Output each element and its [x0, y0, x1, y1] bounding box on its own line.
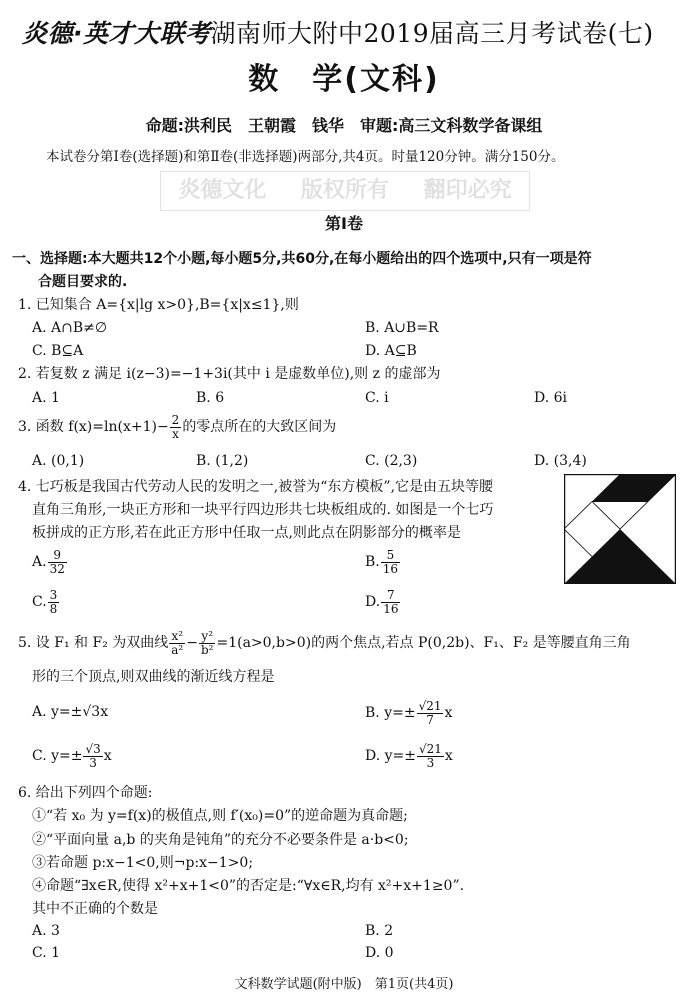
stem-part: =1(a>0,b>0)的两个焦点,若点 P(0,2b)、F₁、F₂ 是等腰直角三角	[216, 635, 631, 651]
authors-line: 命题:洪利民 王朝霞 钱华 审题:高三文科数学备课组	[145, 116, 543, 135]
denominator: a²	[171, 642, 184, 657]
fraction	[381, 549, 400, 576]
option: D. A⊆B	[365, 343, 417, 359]
page-footer: 文科数学试题(附中版) 第1页(共4页)	[234, 977, 454, 992]
fraction	[381, 589, 400, 616]
numerator: √21	[419, 741, 442, 756]
stem-part: 的零点所在的大致区间为	[182, 419, 337, 435]
question-3	[18, 410, 336, 444]
denominator: b²	[200, 642, 214, 657]
option-label: D.	[365, 594, 381, 610]
option: A. A∩B≠∅	[32, 320, 108, 336]
option-tail: x	[444, 748, 453, 764]
option: A. y=±√3x	[32, 704, 109, 720]
option-tail: x	[444, 705, 453, 721]
option: C. B⊆A	[32, 343, 84, 359]
denominator: 8	[49, 601, 58, 616]
option	[32, 547, 68, 577]
section-heading: 一、选择题:本大题共12个小题,每小题5分,共60分,在每小题给出的四个选项中,只有一项是符	[12, 251, 592, 267]
brand: 炎德·英才大联考	[22, 19, 211, 48]
fraction	[169, 630, 185, 657]
numerator: √3	[85, 741, 101, 756]
fraction	[170, 414, 182, 441]
option: C. (2,3)	[365, 453, 418, 469]
denominator: 32	[49, 561, 65, 576]
denominator: 3	[426, 755, 435, 770]
option-label: A.	[32, 554, 47, 570]
question-2: 2. 若复数 z 满足 i(z−3)=−1+3i(其中 i 是虚数单位),则 z 的虚部为	[18, 366, 441, 382]
proposition: ④命题“∃x∈R,使得 x²+x+1<0”的否定是:“∀x∈R,均有 x²+x+1≥0”.	[32, 878, 465, 894]
denominator: 16	[382, 561, 399, 576]
option-label: B. y=±	[365, 705, 416, 721]
option: A. (0,1)	[32, 453, 85, 469]
watermark-line: 版权所有	[300, 178, 389, 203]
section-heading-cont: 合题目要求的.	[38, 274, 128, 290]
option	[32, 740, 112, 772]
option-label: C. y=±	[32, 748, 83, 764]
numerator: 7	[381, 589, 400, 603]
intro-text: 本试卷分第Ⅰ卷(选择题)和第Ⅱ卷(非选择题)两部分,共4页。时量120分钟。满分150分。	[46, 149, 565, 165]
option: A. 1	[32, 390, 60, 406]
stem-part: 5. 设 F₁ 和 F₂ 为双曲线	[18, 635, 169, 651]
option-label: C.	[32, 594, 47, 610]
denominator: 7	[426, 712, 434, 727]
title-text: 湖南师大附中2019届高三月考试卷(七)	[210, 19, 654, 48]
question-5-cont: 形的三个顶点,则双曲线的渐近线方程是	[32, 669, 275, 685]
option: D. 0	[365, 945, 394, 961]
option: B. A∪B=R	[365, 320, 439, 336]
option: B. 2	[365, 923, 394, 939]
proposition: ①“若 x₀ 为 y=f(x)的极值点,则 f′(x₀)=0”的逆命题为真命题;	[32, 808, 408, 824]
option: A. 3	[32, 923, 60, 939]
fraction	[199, 630, 216, 657]
question-5	[18, 625, 631, 661]
option: C. i	[365, 390, 389, 406]
fraction	[417, 743, 444, 770]
proposition: ②“平面向量 a,b 的夹角是钝角”的充分不必要条件是 a·b<0;	[32, 832, 409, 848]
option: C. 1	[32, 945, 61, 961]
fraction	[83, 743, 102, 770]
question-4-cont: 板拼成的正方形,若在此正方形中任取一点,则此点在阴影部分的概率是	[32, 525, 461, 541]
subject-title: 数 学(文科)	[248, 62, 440, 97]
question-4: 4. 七巧板是我国古代劳动人民的发明之一,被誉为“东方模板”,它是由五块等腰	[18, 479, 494, 495]
part-heading: 第Ⅰ卷	[325, 214, 363, 233]
watermark-line: 炎德文化	[178, 178, 267, 203]
exam-title	[22, 18, 654, 50]
denominator: 3	[89, 755, 97, 770]
option	[365, 547, 401, 577]
option	[32, 587, 60, 617]
numerator: 2	[171, 412, 180, 427]
option-tail: x	[103, 748, 112, 764]
numerator: y²	[199, 630, 216, 644]
fraction	[48, 589, 60, 616]
option: D. (3,4)	[534, 453, 587, 469]
question-6-ask: 其中不正确的个数是	[32, 901, 158, 917]
option-label: B.	[365, 554, 380, 570]
fraction	[417, 700, 444, 727]
question-6: 6. 给出下列四个命题:	[18, 785, 153, 801]
denominator: 16	[383, 601, 399, 616]
tangram-figure	[564, 474, 676, 584]
option	[365, 740, 453, 772]
proposition: ③若命题 p:x−1<0,则¬p:x−1>0;	[32, 855, 254, 871]
numerator: x²	[169, 630, 185, 644]
numerator: 9	[48, 549, 67, 563]
numerator: √21	[418, 698, 442, 713]
numerator: 5	[381, 549, 400, 563]
denominator: x	[172, 426, 179, 441]
numerator: 3	[49, 587, 58, 602]
question-4-cont: 直角三角形,一块正方形和一块平行四边形共七块板组成的. 如图是一个七巧	[32, 502, 494, 518]
option	[365, 697, 452, 729]
watermark	[160, 171, 530, 211]
watermark-line: 翻印必究	[423, 178, 512, 203]
minus-sign: −	[186, 635, 198, 651]
option: B. 6	[196, 390, 225, 406]
option: B. (1,2)	[196, 453, 249, 469]
option-label: D. y=±	[365, 748, 416, 764]
option	[365, 587, 401, 617]
option: D. 6i	[534, 390, 568, 406]
question-1: 1. 已知集合 A={x|lg x>0},B={x|x≤1},则	[18, 297, 299, 313]
stem-part: 3. 函数 f(x)=ln(x+1)−	[18, 419, 169, 435]
fraction	[48, 549, 67, 576]
